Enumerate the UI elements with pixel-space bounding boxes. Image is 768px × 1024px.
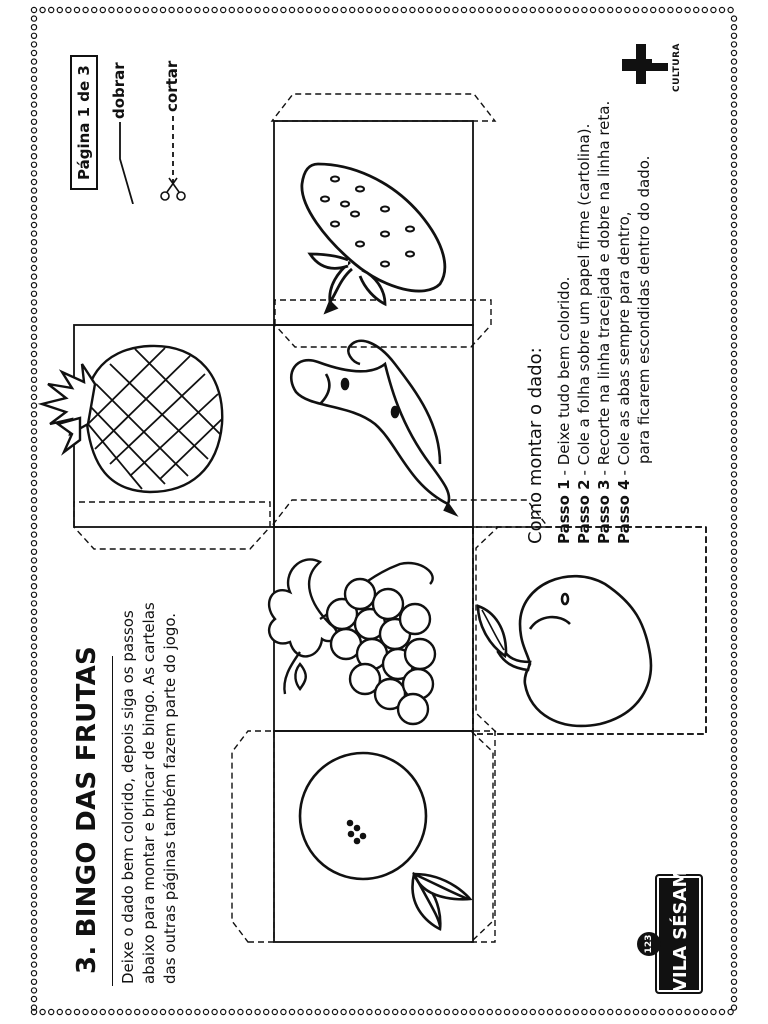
grapes-icon — [269, 559, 435, 724]
step-label: Passo 1 — [555, 479, 573, 544]
assembly-instructions — [525, 84, 654, 544]
vila-sesamo-badge: 123 — [637, 932, 661, 956]
step-label: Passo 3 — [595, 479, 613, 544]
instruction-step-continuation: para ficarem escondidas dentro do dado. — [635, 155, 653, 464]
instruction-step — [554, 84, 574, 544]
step-text: - Cole as abas sempre para dentro, — [615, 211, 633, 476]
vila-sesamo-logo: VILA SÉSAMO — [655, 874, 703, 994]
glue-tab — [232, 731, 274, 942]
page-number-badge: Página 1 de 3 — [70, 55, 98, 190]
glue-tab — [74, 502, 270, 549]
cut-label: cortar — [163, 60, 181, 112]
glue-tab — [272, 94, 495, 121]
step-label: Passo 4 — [615, 479, 633, 544]
activity-title: BINGO DAS FRUTAS — [72, 645, 102, 938]
intro-line: abaixo para montar e brincar de bingo. As cartelas — [140, 602, 158, 984]
strawberry-icon — [302, 164, 445, 312]
apple-icon — [478, 576, 651, 726]
cultura-logo-text: CULTURA — [672, 42, 682, 92]
step-label: Passo 2 — [575, 479, 593, 544]
instruction-step — [594, 84, 614, 544]
instruction-step — [614, 84, 634, 544]
intro-line: das outras páginas também fazem parte do jogo. — [161, 612, 179, 984]
glue-tab — [471, 731, 495, 942]
activity-number: 3. — [72, 945, 102, 974]
pineapple-icon — [42, 346, 222, 492]
cultura-logo-icon — [622, 44, 668, 84]
fold-label: dobrar — [110, 62, 128, 119]
intro-line: Deixe o dado bem colorido, depois siga os passos — [119, 610, 137, 984]
banana-icon — [291, 341, 455, 514]
instruction-step — [574, 84, 594, 544]
step-text: - Recorte na linha tracejada e dobre na linha reta. — [595, 100, 613, 476]
glue-tab — [271, 500, 548, 527]
glue-tab — [275, 300, 491, 347]
instructions-title: Como montar o dado: — [525, 347, 546, 544]
orange-icon — [300, 753, 470, 929]
step-text: - Cole a folha sobre um papel firme (cartolina). — [575, 123, 593, 476]
step-text: - Deixe tudo bem colorido. — [555, 276, 573, 476]
